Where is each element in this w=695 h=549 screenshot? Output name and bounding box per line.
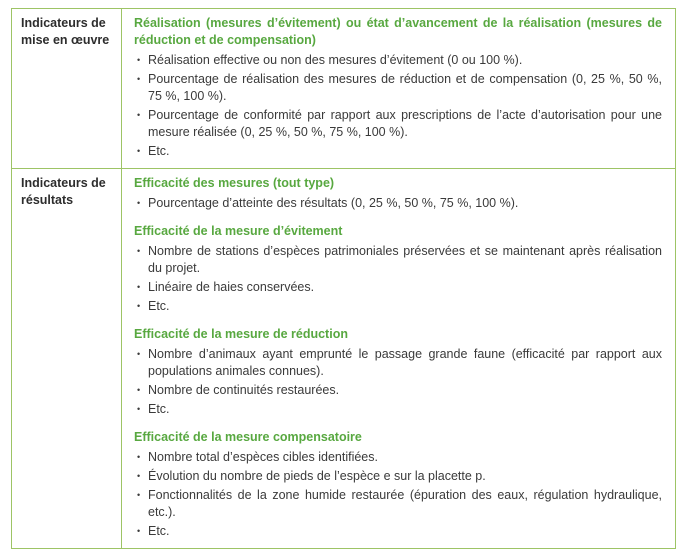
bullet-icon: • (137, 301, 141, 311)
bullet-icon: • (137, 452, 141, 462)
list-item (134, 449, 662, 466)
list-item (134, 143, 662, 160)
bullet-icon: • (137, 490, 141, 500)
list-item (134, 468, 662, 485)
list-item (134, 279, 662, 296)
list-item (134, 195, 662, 212)
bullet-text: Pourcentage de conformité par rapport aux prescriptions de l’acte d’autorisation pour une mesure réalisée (0, 25 %, 50 %, 75 %, 100 %). (148, 108, 662, 139)
indicator-section (134, 15, 662, 160)
bullet-text: Etc. (148, 144, 170, 158)
list-item (134, 71, 662, 105)
bullet-icon: • (137, 404, 141, 414)
bullet-list (134, 52, 662, 160)
row-label: Indicateurs de mise en œuvre (12, 9, 122, 168)
bullet-icon: • (137, 526, 141, 536)
bullet-icon: • (137, 74, 141, 84)
bullet-list (134, 243, 662, 315)
bullet-text: Pourcentage d’atteinte des résultats (0, 25 %, 50 %, 75 %, 100 %). (148, 196, 519, 210)
bullet-text: Nombre de stations d’espèces patrimoniales préservées et se maintenant après réalisation du projet. (148, 244, 662, 275)
table-row (12, 168, 675, 548)
bullet-text: Etc. (148, 402, 170, 416)
bullet-icon: • (137, 349, 141, 359)
indicator-section (134, 223, 662, 315)
bullet-text: Réalisation effective ou non des mesures d’évitement (0 ou 100 %). (148, 53, 523, 67)
list-item (134, 346, 662, 380)
bullet-list (134, 195, 662, 212)
bullet-text: Etc. (148, 524, 170, 538)
bullet-icon: • (137, 471, 141, 481)
bullet-text: Nombre de continuités restaurées. (148, 383, 340, 397)
bullet-icon: • (137, 282, 141, 292)
list-item (134, 243, 662, 277)
list-item (134, 382, 662, 399)
bullet-icon: • (137, 146, 141, 156)
bullet-icon: • (137, 385, 141, 395)
list-item (134, 523, 662, 540)
bullet-icon: • (137, 55, 141, 65)
indicator-section (134, 326, 662, 418)
section-heading: Efficacité de la mesure de réduction (134, 327, 348, 341)
bullet-text: Évolution du nombre de pieds de l’espèce e sur la placette p. (148, 469, 486, 483)
row-content (122, 9, 675, 168)
bullet-text: Nombre d’animaux ayant emprunté le passage grande faune (efficacité par rapport aux populations animales connues). (148, 347, 662, 378)
section-heading: Réalisation (mesures d’évitement) ou état d’avancement de la réalisation (mesures de réduction et de compensation) (134, 16, 662, 47)
section-heading: Efficacité de la mesure compensatoire (134, 430, 362, 444)
indicator-section (134, 175, 662, 212)
list-item (134, 52, 662, 69)
bullet-text: Pourcentage de réalisation des mesures de réduction et de compensation (0, 25 %, 50 %, 75 %, 100 %). (148, 72, 662, 103)
row-content (122, 169, 675, 548)
section-heading: Efficacité de la mesure d’évitement (134, 224, 343, 238)
table-row (12, 9, 675, 168)
bullet-icon: • (137, 246, 141, 256)
bullet-text: Fonctionnalités de la zone humide restaurée (épuration des eaux, régulation hydraulique, etc.). (148, 488, 662, 519)
bullet-list (134, 449, 662, 540)
list-item (134, 107, 662, 141)
bullet-text: Linéaire de haies conservées. (148, 280, 315, 294)
indicators-table (11, 8, 676, 549)
list-item (134, 487, 662, 521)
list-item (134, 401, 662, 418)
row-label: Indicateurs de résultats (12, 169, 122, 548)
list-item (134, 298, 662, 315)
indicator-section (134, 429, 662, 540)
bullet-icon: • (137, 110, 141, 120)
section-heading: Efficacité des mesures (tout type) (134, 176, 335, 190)
bullet-text: Nombre total d’espèces cibles identifiées. (148, 450, 378, 464)
bullet-text: Etc. (148, 299, 170, 313)
bullet-list (134, 346, 662, 418)
bullet-icon: • (137, 198, 141, 208)
